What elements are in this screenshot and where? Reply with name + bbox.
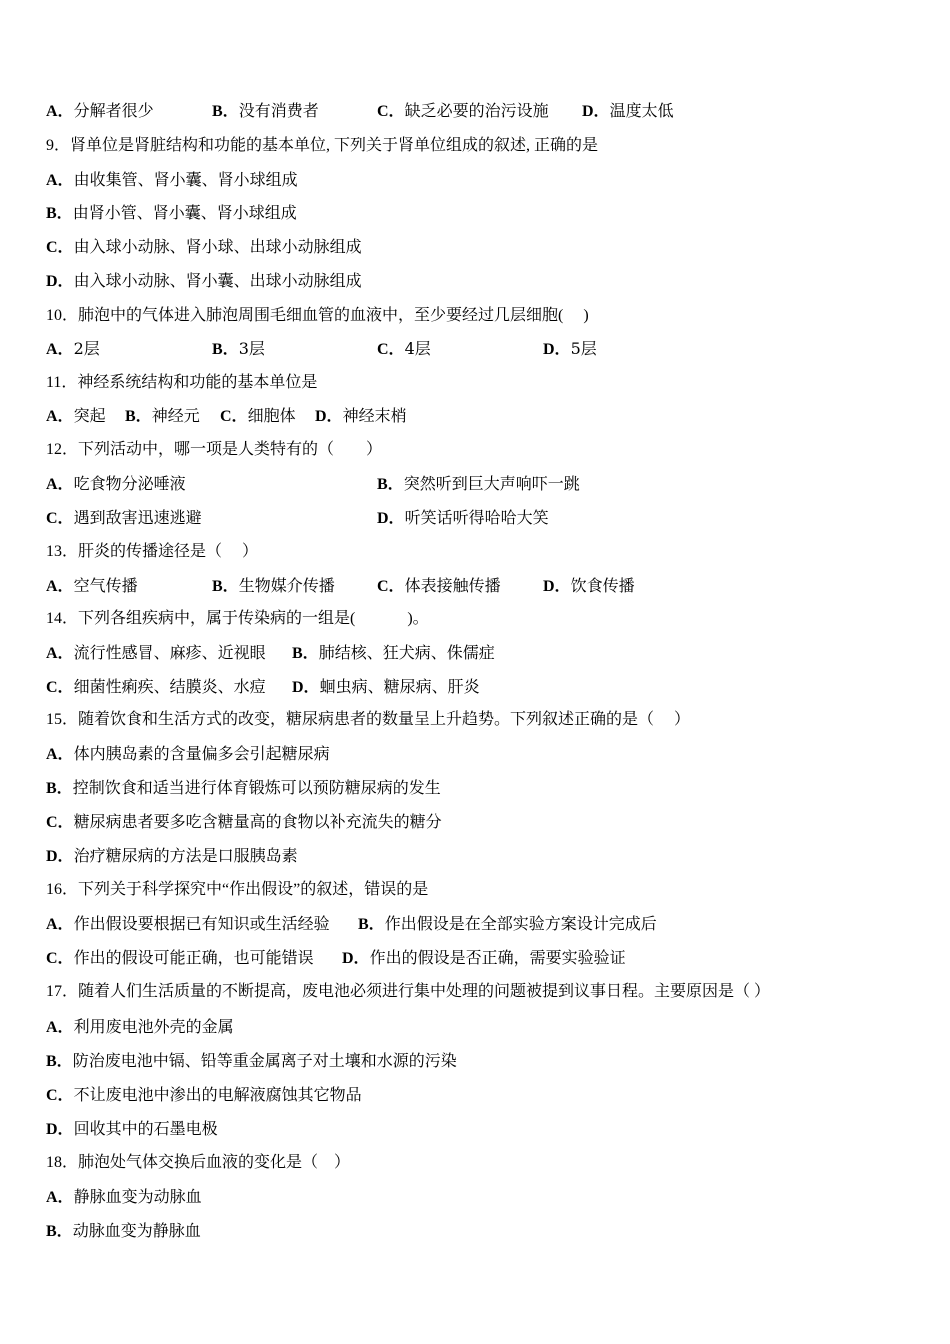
q13-option-c [377, 575, 501, 598]
q8-option-c [377, 100, 549, 123]
option-text: 空气传播 [73, 576, 138, 595]
q15-option-c [46, 811, 442, 833]
q13-option-b [212, 575, 335, 598]
option-text: 缺乏必要的治污设施 [404, 101, 549, 120]
option-text: 遇到敌害迅速逃避 [73, 508, 202, 527]
option-label: C． [377, 341, 405, 358]
q10-option-b [212, 338, 265, 361]
q17-option-d [46, 1118, 218, 1140]
q9-option-c [46, 236, 362, 258]
q18-option-a [46, 1186, 202, 1208]
option-text: 防治废电池中镉、铅等重金属离子对土壤和水源的污染 [72, 1051, 457, 1070]
option-text: 分解者很少 [73, 101, 154, 120]
q12-option-d [377, 507, 549, 530]
option-label: B． [212, 578, 239, 595]
q10-stem: 10．肺泡中的气体进入肺泡周围毛细血管的血液中，至少要经过几层细胞( ) [46, 307, 589, 324]
option-text: 流行性感冒、麻疹、近视眼 [73, 643, 266, 662]
q11-option-b [125, 405, 200, 428]
q11-option-c [220, 405, 296, 428]
q11-option-d [315, 405, 407, 428]
option-text: 动脉血变为静脉血 [72, 1221, 201, 1240]
option-label: B． [46, 1223, 73, 1240]
q14-option-c [46, 676, 266, 699]
q8-option-b [212, 100, 319, 123]
option-label: C． [220, 408, 248, 425]
option-label: C． [377, 578, 405, 595]
q13-stem: 13．肝炎的传播途径是（ ） [46, 543, 259, 560]
option-text: 控制饮食和适当进行体育锻炼可以预防糖尿病的发生 [72, 778, 441, 797]
q16-option-b [358, 913, 657, 936]
q9-option-a [46, 169, 298, 191]
q9-option-b [46, 202, 297, 224]
option-label: D． [315, 408, 343, 425]
option-label: C． [46, 239, 74, 256]
q14-option-d [292, 676, 480, 699]
option-text: 治疗糖尿病的方法是口服胰岛素 [73, 846, 298, 865]
option-text: 回收其中的石墨电极 [73, 1119, 218, 1138]
option-label: A． [46, 1189, 74, 1206]
option-text: 由入球小动脉、肾小球、出球小动脉组成 [73, 237, 362, 256]
option-text: 不让废电池中渗出的电解液腐蚀其它物品 [73, 1085, 362, 1104]
q12-option-b [377, 473, 580, 496]
option-text: 饮食传播 [570, 576, 635, 595]
q14-option-a [46, 642, 266, 665]
q18-option-b [46, 1220, 201, 1242]
q14-stem: 14．下列各组疾病中，属于传染病的一组是( )。 [46, 610, 429, 627]
option-label: D． [543, 341, 571, 358]
option-label: D． [377, 510, 405, 527]
option-text: 由入球小动脉、肾小囊、出球小动脉组成 [73, 271, 362, 290]
option-text: 没有消费者 [238, 101, 319, 120]
q17-option-c [46, 1084, 362, 1106]
option-label: A． [46, 1019, 74, 1036]
option-label: A． [46, 645, 74, 662]
option-label: C． [46, 510, 74, 527]
q10-option-a [46, 338, 100, 361]
option-label: D． [46, 848, 74, 865]
option-label: D． [543, 578, 571, 595]
option-text: 细胞体 [247, 406, 296, 425]
option-text: 5层 [570, 339, 597, 358]
option-label: A． [46, 172, 74, 189]
q12-option-c [46, 507, 202, 530]
q16-option-c [46, 947, 314, 970]
q11-stem: 11．神经系统结构和功能的基本单位是 [46, 374, 318, 391]
q15-stem: 15．随着饮食和生活方式的改变，糖尿病患者的数量呈上升趋势。下列叙述正确的是（ ） [46, 711, 691, 728]
option-text: 细菌性痢疾、结膜炎、水痘 [73, 677, 266, 696]
q17-option-b [46, 1050, 457, 1072]
option-text: 神经元 [151, 406, 200, 425]
option-label: C． [46, 950, 74, 967]
q11-option-a [46, 405, 106, 428]
q15-option-a [46, 743, 330, 765]
option-label: B． [377, 476, 404, 493]
q16-option-d [342, 947, 626, 970]
option-label: B． [212, 103, 239, 120]
q8-option-a [46, 100, 154, 123]
option-label: A． [46, 103, 74, 120]
option-text: 静脉血变为动脉血 [73, 1187, 202, 1206]
q15-option-d [46, 845, 298, 867]
q12-option-a [46, 473, 186, 496]
option-text: 作出的假设是否正确，需要实验验证 [369, 948, 626, 967]
option-text: 神经末梢 [342, 406, 407, 425]
option-text: 体内胰岛素的含量偏多会引起糖尿病 [73, 744, 330, 763]
q15-option-b [46, 777, 441, 799]
option-text: 作出假设要根据已有知识或生活经验 [73, 914, 330, 933]
q18-stem: 18．肺泡处气体交换后血液的变化是（ ） [46, 1154, 351, 1171]
option-label: B． [46, 205, 73, 222]
option-text: 体表接触传播 [404, 576, 501, 595]
option-text: 糖尿病患者要多吃含糖量高的食物以补充流失的糖分 [73, 812, 442, 831]
option-label: A． [46, 408, 74, 425]
option-text: 利用废电池外壳的金属 [73, 1017, 234, 1036]
option-text: 突起 [73, 406, 106, 425]
option-label: B． [292, 645, 319, 662]
option-label: C． [377, 103, 405, 120]
option-label: B． [125, 408, 152, 425]
option-label: D． [292, 679, 320, 696]
option-label: C． [46, 679, 74, 696]
q14-option-b [292, 642, 495, 665]
option-label: A． [46, 916, 74, 933]
q9-stem: 9．肾单位是肾脏结构和功能的基本单位, 下列关于肾单位组成的叙述, 正确的是 [46, 137, 599, 154]
option-text: 作出的假设可能正确，也可能错误 [73, 948, 314, 967]
option-label: B． [46, 1053, 73, 1070]
option-label: A． [46, 476, 74, 493]
option-text: 3层 [238, 339, 265, 358]
option-label: D． [46, 273, 74, 290]
q17-option-a [46, 1016, 234, 1038]
option-text: 由收集管、肾小囊、肾小球组成 [73, 170, 298, 189]
option-text: 蛔虫病、糖尿病、肝炎 [319, 677, 480, 696]
option-label: D． [582, 103, 610, 120]
option-text: 生物媒介传播 [238, 576, 335, 595]
option-text: 4层 [404, 339, 431, 358]
q13-option-a [46, 575, 138, 598]
option-text: 由肾小管、肾小囊、肾小球组成 [72, 203, 297, 222]
q10-option-d [543, 338, 597, 361]
q16-option-a [46, 913, 330, 936]
option-text: 突然听到巨大声响吓一跳 [403, 474, 580, 493]
option-label: A． [46, 578, 74, 595]
q13-option-d [543, 575, 635, 598]
option-label: D． [46, 1121, 74, 1138]
q10-option-c [377, 338, 431, 361]
option-text: 作出假设是在全部实验方案设计完成后 [384, 914, 657, 933]
option-label: B． [46, 780, 73, 797]
option-label: C． [46, 1087, 74, 1104]
q12-stem: 12．下列活动中，哪一项是人类特有的（ ） [46, 441, 383, 458]
option-label: A． [46, 341, 74, 358]
option-text: 吃食物分泌唾液 [73, 474, 186, 493]
option-label: C． [46, 814, 74, 831]
option-text: 听笑话听得哈哈大笑 [404, 508, 549, 527]
option-label: B． [212, 341, 239, 358]
option-label: B． [358, 916, 385, 933]
option-label: A． [46, 746, 74, 763]
q8-option-d [582, 100, 674, 123]
option-text: 肺结核、狂犬病、侏儒症 [318, 643, 495, 662]
q16-stem: 16．下列关于科学探究中“作出假设”的叙述，错误的是 [46, 881, 429, 898]
option-text: 温度太低 [609, 101, 674, 120]
q17-stem: 17．随着人们生活质量的不断提高，废电池必须进行集中处理的问题被提到议事日程。主要原因是（ ） [46, 983, 771, 1000]
option-text: 2层 [73, 339, 100, 358]
option-label: D． [342, 950, 370, 967]
q9-option-d [46, 270, 362, 292]
